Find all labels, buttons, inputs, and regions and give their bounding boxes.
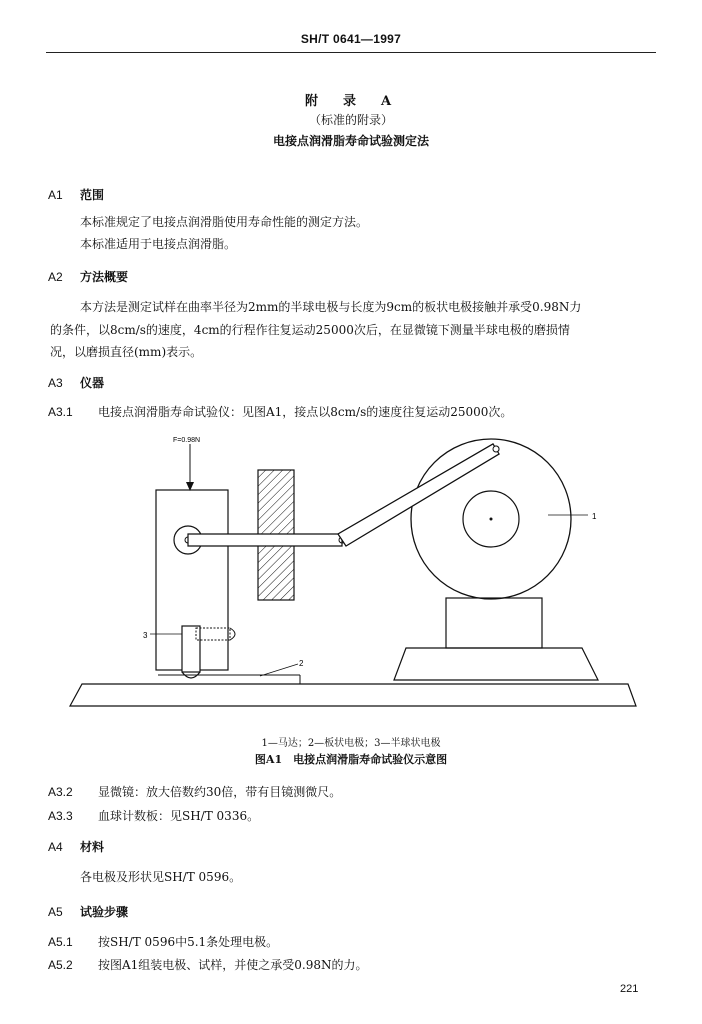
- clause-text: 按图A1组装电极、试样，并使之承受0.98N的力。: [98, 958, 368, 972]
- clause-text: 血球计数板：见SH/T 0336。: [98, 809, 260, 823]
- motor-axis: [490, 518, 493, 521]
- header-rule: [46, 52, 656, 53]
- clause-text: 按SH/T 0596中5.1条处理电极。: [98, 935, 279, 949]
- clause-number: A3.3: [48, 809, 73, 823]
- callout-2: 2: [299, 659, 304, 668]
- clause-a3-2: [48, 783, 341, 800]
- motor-stand: [446, 598, 542, 648]
- clause-a5-2: [48, 956, 368, 973]
- section-a4-heading: [48, 838, 104, 855]
- paragraph-line: 本方法是测定试样在曲率半径为2mm的半球电极与长度为9cm的板状电极接触并承受0.98N力: [80, 300, 582, 314]
- section-title: 仪器: [80, 376, 105, 390]
- clause-number: A5.1: [48, 935, 73, 949]
- crank-joint-front: [493, 446, 499, 452]
- callout-2-leader: [260, 664, 298, 676]
- callout-3: 3: [143, 631, 148, 640]
- document-header: SH/T 0641—1997: [300, 32, 402, 46]
- paragraph-line: 况，以磨损直径(mm)表示。: [50, 345, 203, 359]
- section-a3-heading: [48, 374, 104, 391]
- figure-caption: 图A1 电接点润滑脂寿命试验仪示意图: [254, 753, 448, 766]
- clause-text: 电接点润滑脂寿命试验仪：见图A1，接点以8cm/s的速度往复运动25000次。: [98, 405, 513, 419]
- section-number: A2: [48, 270, 63, 284]
- section-title: 材料: [80, 840, 105, 854]
- page-number: 221: [620, 983, 639, 995]
- section-title: 试验步骤: [80, 905, 129, 919]
- section-number: A3: [48, 376, 63, 390]
- clause-number: A3.1: [48, 405, 73, 419]
- appendix-name: 电接点润滑脂寿命试验测定法: [272, 134, 429, 148]
- clause-a5-1: [48, 933, 278, 950]
- appendix-subtitle: （标准的附录）: [308, 113, 393, 127]
- section-a2-heading: [48, 268, 128, 285]
- section-title: 范围: [80, 188, 105, 202]
- clause-number: A3.2: [48, 785, 73, 799]
- section-title: 方法概要: [80, 270, 129, 284]
- connecting-rod: [188, 534, 342, 546]
- callout-1: 1: [592, 512, 597, 521]
- section-number: A5: [48, 905, 63, 919]
- section-a5-heading: [48, 903, 128, 920]
- paragraph: 本标准适用于电接点润滑脂。: [80, 237, 237, 251]
- section-number: A4: [48, 840, 63, 854]
- clause-a3-1: [48, 403, 512, 420]
- section-a1-heading: [48, 186, 104, 203]
- figure-legend: 1—马达；2—板状电极；3—半球状电极: [261, 738, 441, 749]
- electrode-screw: [196, 628, 230, 640]
- appendix-title: 附 录 A: [304, 94, 398, 109]
- figure-a1-diagram: [0, 430, 702, 730]
- force-label: F=0.98N: [173, 437, 201, 444]
- paragraph: 各电极及形状见SH/T 0596。: [80, 870, 242, 884]
- paragraph: 本标准规定了电接点润滑脂使用寿命性能的测定方法。: [80, 215, 369, 229]
- base-plate: [70, 684, 636, 706]
- crank-arm-front: [338, 444, 499, 546]
- paragraph-line: 的条件，以8cm/s的速度，4cm的行程作往复运动25000次后，在显微镜下测量半球电极的磨损情: [50, 323, 570, 337]
- motor-base: [394, 648, 598, 680]
- clause-text: 显微镜：放大倍数约30倍，带有目镜测微尺。: [98, 785, 342, 799]
- section-number: A1: [48, 188, 63, 202]
- hemisphere-electrode: [182, 626, 200, 672]
- clause-a3-3: [48, 807, 259, 824]
- clause-number: A5.2: [48, 958, 73, 972]
